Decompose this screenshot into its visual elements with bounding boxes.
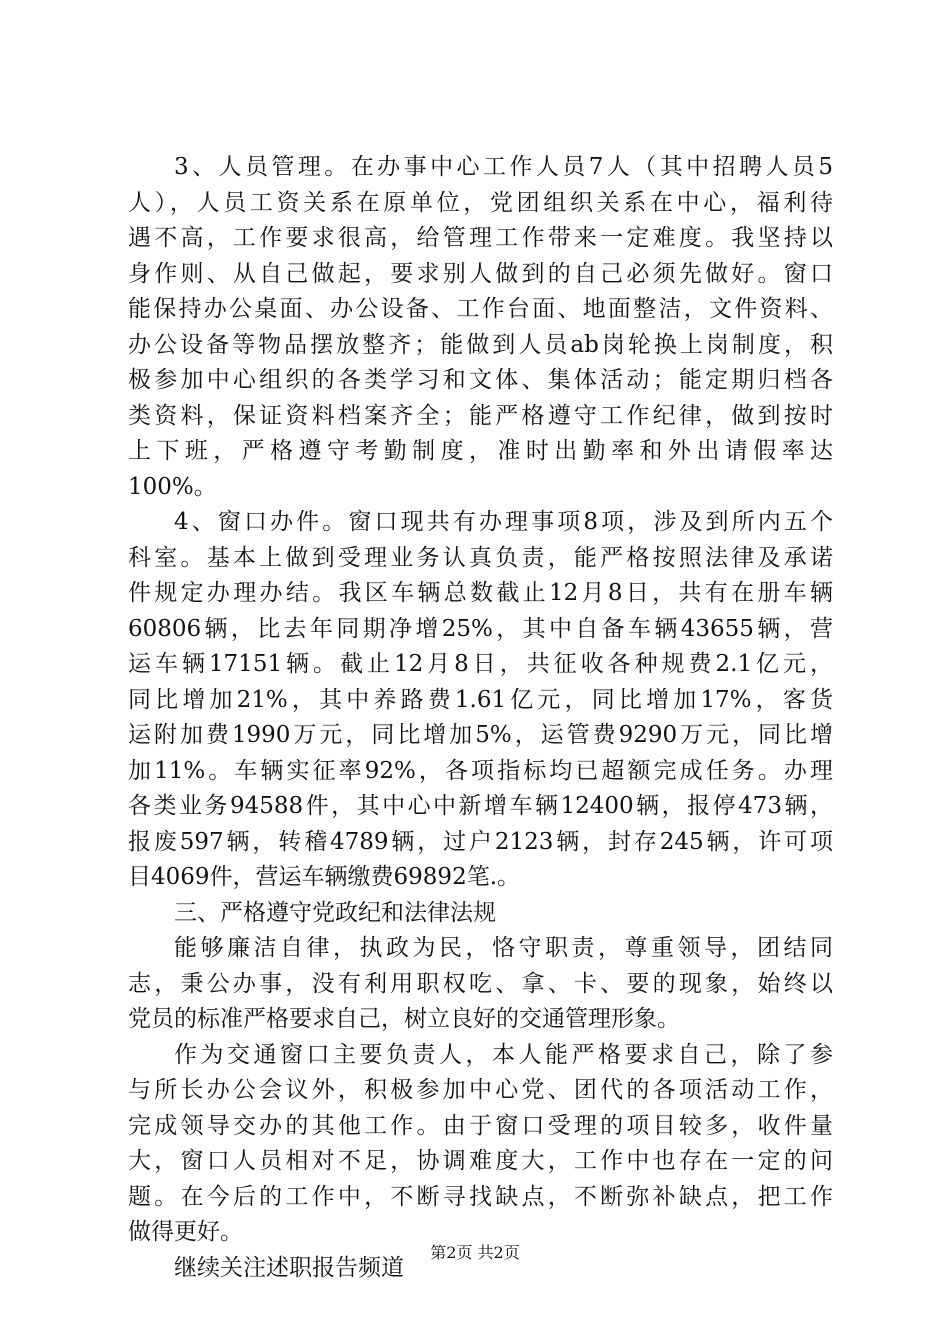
text-line: 100%。 <box>128 473 217 500</box>
text-line: 目4069件，营运车辆缴费69892笔.。 <box>128 864 521 890</box>
text-line: 类资料，保证资料档案齐全；能严格遵守工作纪律，做到按时 <box>128 402 833 429</box>
text-line: 科室。基本上做到受理业务认真负责，能严格按照法律及承诺 <box>128 544 833 571</box>
text-line: 大，窗口人员相对不足，协调难度大，工作中也存在一定的问 <box>128 1148 833 1174</box>
text-line: 遇不高，工作要求很高，给管理工作带来一定难度。我坚持以 <box>128 225 833 251</box>
text-line: 志，秉公办事，没有利用职权吃、拿、卡、要的现象，始终以 <box>128 970 833 997</box>
text-line: 题。在今后的工作中，不断寻找缺点，不断弥补缺点，把工作 <box>128 1183 833 1210</box>
document-body <box>128 150 833 1286</box>
text-line: 三、严格遵守党政纪和法律法规 <box>174 899 496 926</box>
text-line: 同比增加21%，其中养路费1.61亿元，同比增加17%，客货 <box>128 686 833 713</box>
text-line: 运附加费1990万元，同比增加5%，运管费9290万元，同比增 <box>128 722 833 748</box>
text-line: 3、人员管理。在办事中心工作人员7人（其中招聘人员5 <box>174 154 833 180</box>
text-line: 极参加中心组织的各类学习和文体、集体活动；能定期归档各 <box>128 367 833 393</box>
text-line: 上下班，严格遵守考勤制度，准时出勤率和外出请假率达 <box>128 438 833 464</box>
text-line: 运车辆17151辆。截止12月8日，共征收各种规费2.1亿元， <box>128 651 833 677</box>
text-line: 党员的标准严格要求自己，树立良好的交通管理形象。 <box>128 1006 680 1032</box>
text-line: 身作则、从自己做起，要求别人做到的自己必须先做好。窗口 <box>128 260 833 287</box>
text-line: 做得更好。 <box>128 1219 243 1245</box>
text-line: 4、窗口办件。窗口现共有办理事项8项，涉及到所内五个 <box>174 509 833 535</box>
text-line: 加11%。车辆实征率92%，各项指标均已超额完成任务。办理 <box>128 757 833 784</box>
text-line: 继续关注述职报告频道 <box>174 1254 404 1281</box>
text-line: 能保持办公桌面、办公设备、工作台面、地面整洁，文件资料、 <box>128 296 833 322</box>
text-line: 作为交通窗口主要负责人，本人能严格要求自己，除了参 <box>174 1041 833 1068</box>
text-line: 各类业务94588件，其中心中新增车辆12400辆，报停473辆， <box>128 793 833 819</box>
text-line: 完成领导交办的其他工作。由于窗口受理的项目较多，收件量 <box>128 1112 833 1139</box>
page-footer: 第2页 共2页 <box>430 1243 520 1262</box>
text-line: 件规定办理办结。我区车辆总数截止12月8日，共有在册车辆 <box>128 580 833 606</box>
text-line: 能够廉洁自律，执政为民，恪守职责，尊重领导，团结同 <box>174 935 833 961</box>
text-line: 与所长办公会议外，积极参加中心党、团代的各项活动工作， <box>128 1077 833 1103</box>
text-line: 报废597辆，转稽4789辆，过户2123辆，封存245辆，许可项 <box>128 828 833 855</box>
text-line: 人），人员工资关系在原单位，党团组织关系在中心，福利待 <box>128 189 833 216</box>
text-line: 60806辆，比去年同期净增25%，其中自备车辆43655辆，营 <box>128 615 833 642</box>
text-line: 办公设备等物品摆放整齐；能做到人员ab岗轮换上岗制度，积 <box>128 331 833 358</box>
